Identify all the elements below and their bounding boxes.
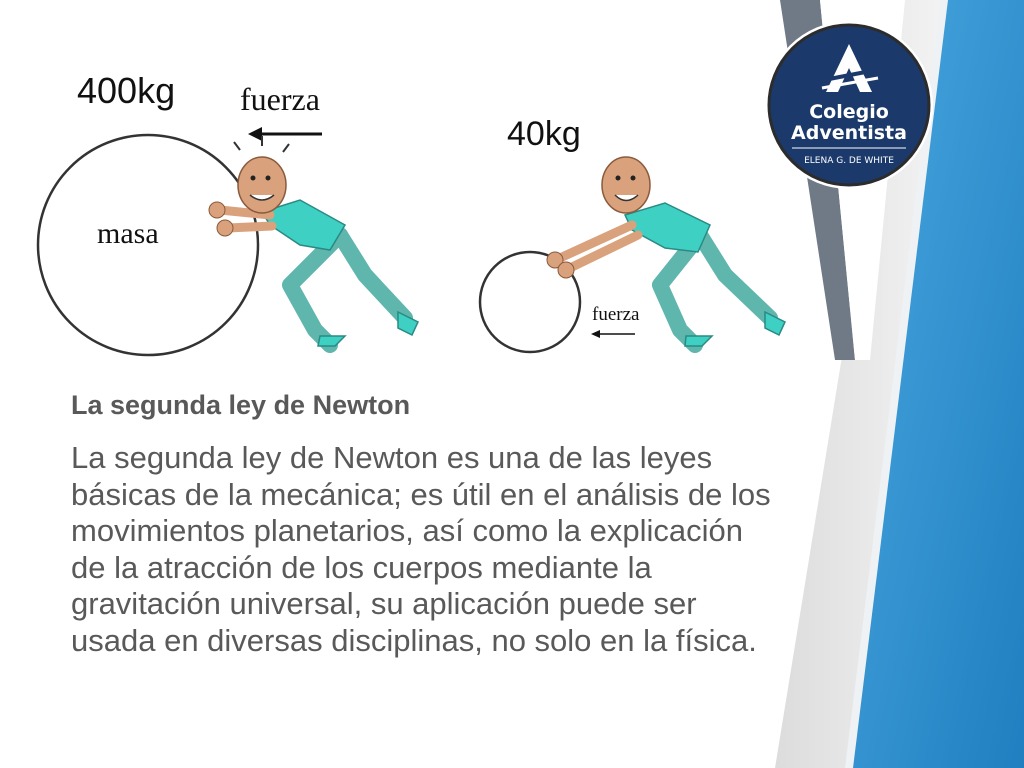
person-relaxed — [547, 157, 785, 346]
light-mass-label: 40kg — [507, 115, 581, 153]
heavy-ball-label: masa — [97, 217, 159, 250]
logo-line1: Colegio — [809, 101, 889, 123]
light-force-arrow — [591, 330, 635, 338]
slide-title: La segunda ley de Newton — [71, 390, 411, 420]
logo-line3: ELENA G. DE WHITE — [804, 156, 894, 166]
light-force-label: fuerza — [592, 304, 640, 325]
person-straining — [209, 136, 418, 346]
logo-line2: Adventista — [791, 122, 907, 144]
heavy-force-arrow — [248, 127, 322, 141]
slide-body-text: La segunda ley de Newton es una de las leyes básicas de la mecánica; es útil en el análisis de los movimientos planetarios, así como la explicación de la atracción de los cuerpos mediante la gravitación universal, su aplicación puede ser usada en diversas disciplinas, no solo en la física. — [71, 440, 771, 658]
heavy-mass-label: 400kg — [77, 70, 176, 111]
school-logo — [764, 20, 934, 190]
heavy-force-label: fuerza — [240, 81, 320, 117]
